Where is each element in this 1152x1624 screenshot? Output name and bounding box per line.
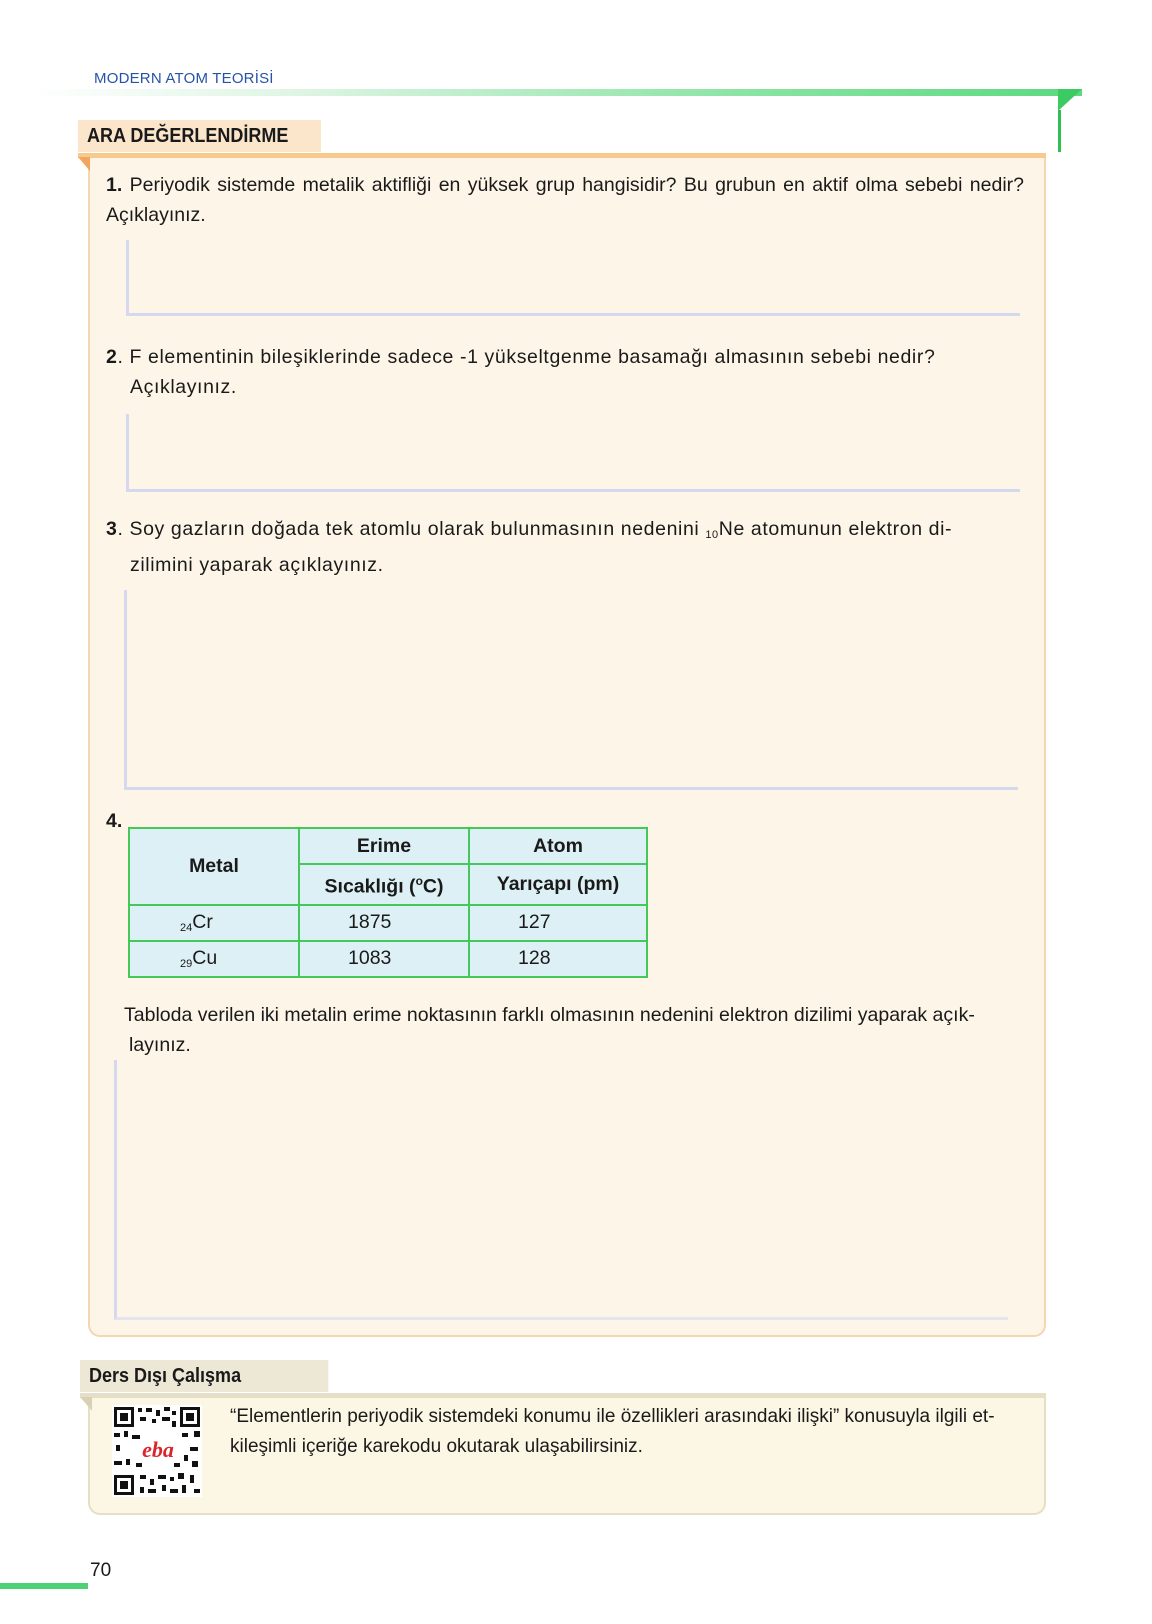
section-title-evaluation: ARA DEĞERLENDİRME <box>78 120 321 152</box>
tab-corner <box>78 157 90 171</box>
header-melting-unit <box>299 864 469 905</box>
header-metal: Metal <box>129 828 299 905</box>
radius-cell: 127 <box>469 905 647 941</box>
extra-text-cont: kileşimli içeriğe karekodu okutarak ulaşabilirsiniz. <box>230 1436 643 1457</box>
section-title-extra: Ders Dışı Çalışma <box>80 1360 328 1392</box>
question-text: . F elementinin bileşiklerinde sadece -1 yükseltgenme basamağı almasının sebebi nedir? <box>117 346 936 368</box>
melting-cell: 1083 <box>299 941 469 977</box>
header-text: Sıcaklığı ( <box>324 875 416 898</box>
qr-code-icon[interactable] <box>112 1405 202 1497</box>
question-text-cont: zilimini yaparak açıklayınız. <box>130 554 384 576</box>
page-number: 70 <box>90 1560 112 1581</box>
section-rule <box>78 153 1046 158</box>
table-row <box>129 905 647 941</box>
metal-table <box>128 827 648 978</box>
header-rule <box>30 89 1082 96</box>
question-number: 2 <box>106 346 118 368</box>
answer-box-2[interactable] <box>126 414 1020 492</box>
header-radius: Atom <box>469 828 647 864</box>
qr-label: eba <box>142 1437 174 1462</box>
section-rule <box>80 1393 1046 1398</box>
page-bar <box>0 1583 88 1589</box>
extra-study-text <box>230 1402 1016 1462</box>
question-3 <box>106 514 1024 580</box>
header-melting: Erime <box>299 828 469 864</box>
atomic-number: 29 <box>180 958 193 970</box>
question-number: 1. <box>106 174 123 196</box>
extra-text: “Elementlerin periyodik sistemdeki konumu ile özellikleri arasındaki ilişki” konusuyla ilgili et- <box>230 1406 995 1427</box>
question-text-cont: layınız. <box>129 1034 191 1056</box>
corner-flag-icon <box>1058 89 1082 111</box>
question-text-cont: Açıklayınız. <box>130 376 237 398</box>
degree-sign: o <box>415 874 423 888</box>
question-2 <box>106 342 1024 402</box>
question-text: Ne atomunun elektron di- <box>718 518 953 540</box>
answer-box-1[interactable] <box>126 240 1020 316</box>
question-text: . Soy gazların doğada tek atomlu olarak bulunmasının nedenini <box>117 518 706 540</box>
metal-cell <box>129 905 299 941</box>
answer-box-3[interactable] <box>124 590 1018 790</box>
corner-line <box>1058 110 1061 152</box>
question-4-text <box>124 1000 1024 1060</box>
question-text: Tabloda verilen iki metalin erime noktasının farklı olmasının nedenini elektron dizilimi yaparak açık- <box>124 1004 975 1026</box>
header-radius-unit: Yarıçapı (pm) <box>469 864 647 905</box>
tab-corner <box>80 1397 92 1411</box>
header-text: C) <box>422 875 444 898</box>
atomic-number: 10 <box>705 529 719 541</box>
table-row <box>129 941 647 977</box>
metal-cell <box>129 941 299 977</box>
element-symbol: Cu <box>192 947 218 969</box>
element-symbol: Cr <box>192 911 213 933</box>
atomic-number: 24 <box>180 922 193 934</box>
table-header-row <box>129 828 647 864</box>
question-number: 3 <box>106 518 118 540</box>
question-text: Periyodik sistemde metalik aktifliği en yüksek grup hangisidir? Bu grubun en aktif olma sebebi nedir? Açıklayınız. <box>106 174 1025 226</box>
chapter-title: MODERN ATOM TEORİSİ <box>94 70 274 87</box>
question-1 <box>106 170 1024 230</box>
melting-cell: 1875 <box>299 905 469 941</box>
radius-cell: 128 <box>469 941 647 977</box>
question-number-4: 4. <box>106 810 123 832</box>
answer-box-4[interactable] <box>114 1060 1008 1320</box>
